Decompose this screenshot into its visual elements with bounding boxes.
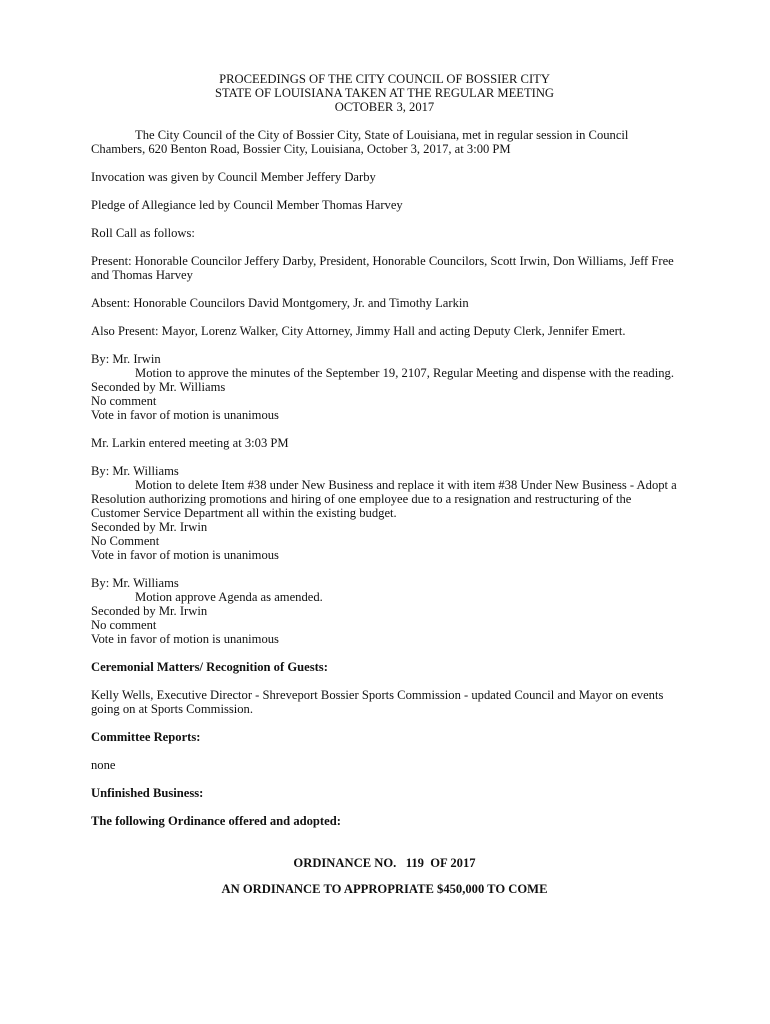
unfinished-business-heading: Unfinished Business: (91, 786, 204, 800)
motion-vote: Vote in favor of motion is unanimous (91, 548, 279, 562)
roll-call-line: Roll Call as follows: (91, 226, 195, 240)
title-line-1: PROCEEDINGS OF THE CITY COUNCIL OF BOSSIER CITY (219, 72, 550, 86)
motion-block-3 (91, 576, 678, 646)
motion-by: By: Mr. Williams (91, 576, 179, 590)
motion-text: Motion to delete Item #38 under New Business and replace it with item #38 Under New Business - Adopt a Resolution authorizing promotions and hiring of one employee due to a resignation and restructuring of the Customer Service Department all within the existing budget. (91, 478, 677, 520)
document-title (91, 72, 678, 114)
committee-text: none (91, 758, 116, 772)
motion-vote: Vote in favor of motion is unanimous (91, 408, 279, 422)
motion-comment: No comment (91, 394, 157, 408)
motion-comment: No comment (91, 618, 157, 632)
intro-paragraph: The City Council of the City of Bossier City, State of Louisiana, met in regular session in Council Chambers, 620 Benton Road, Bossier City, Louisiana, October 3, 2017, at 3:00 PM (91, 128, 629, 156)
motion-text: Motion approve Agenda as amended. (135, 590, 323, 604)
title-line-3: OCTOBER 3, 2017 (334, 100, 435, 114)
motion-by: By: Mr. Irwin (91, 352, 161, 366)
motion-vote: Vote in favor of motion is unanimous (91, 632, 279, 646)
motion-block-2 (91, 464, 678, 562)
motion-block-1 (91, 352, 678, 422)
invocation-line: Invocation was given by Council Member Jeffery Darby (91, 170, 376, 184)
motion-seconded: Seconded by Mr. Williams (91, 380, 226, 394)
ordinance-intro-line: The following Ordinance offered and adopted: (91, 814, 341, 828)
ordinance-number: ORDINANCE NO. 119 OF 2017 (293, 856, 476, 870)
motion-text: Motion to approve the minutes of the September 19, 2107, Regular Meeting and dispense with the reading. (135, 366, 674, 380)
present-paragraph: Present: Honorable Councilor Jeffery Darby, President, Honorable Councilors, Scott Irwin, Don Williams, Jeff Free and Thomas Harvey (91, 254, 674, 282)
also-present-paragraph: Also Present: Mayor, Lorenz Walker, City Attorney, Jimmy Hall and acting Deputy Clerk, Jennifer Emert. (91, 324, 626, 338)
motion-comment: No Comment (91, 534, 160, 548)
motion-seconded: Seconded by Mr. Irwin (91, 520, 208, 534)
larkin-entered-line: Mr. Larkin entered meeting at 3:03 PM (91, 436, 289, 450)
ceremonial-paragraph: Kelly Wells, Executive Director - Shreveport Bossier Sports Commission - updated Council and Mayor on events going on at Sports Commission. (91, 688, 664, 716)
motion-by: By: Mr. Williams (91, 464, 179, 478)
motion-seconded: Seconded by Mr. Irwin (91, 604, 208, 618)
committee-heading: Committee Reports: (91, 730, 201, 744)
title-line-2: STATE OF LOUISIANA TAKEN AT THE REGULAR MEETING (214, 86, 555, 100)
ceremonial-heading: Ceremonial Matters/ Recognition of Guests: (91, 660, 328, 674)
absent-paragraph: Absent: Honorable Councilors David Montgomery, Jr. and Timothy Larkin (91, 296, 469, 310)
ordinance-title: AN ORDINANCE TO APPROPRIATE $450,000 TO COME (221, 882, 548, 896)
pledge-line: Pledge of Allegiance led by Council Member Thomas Harvey (91, 198, 403, 212)
